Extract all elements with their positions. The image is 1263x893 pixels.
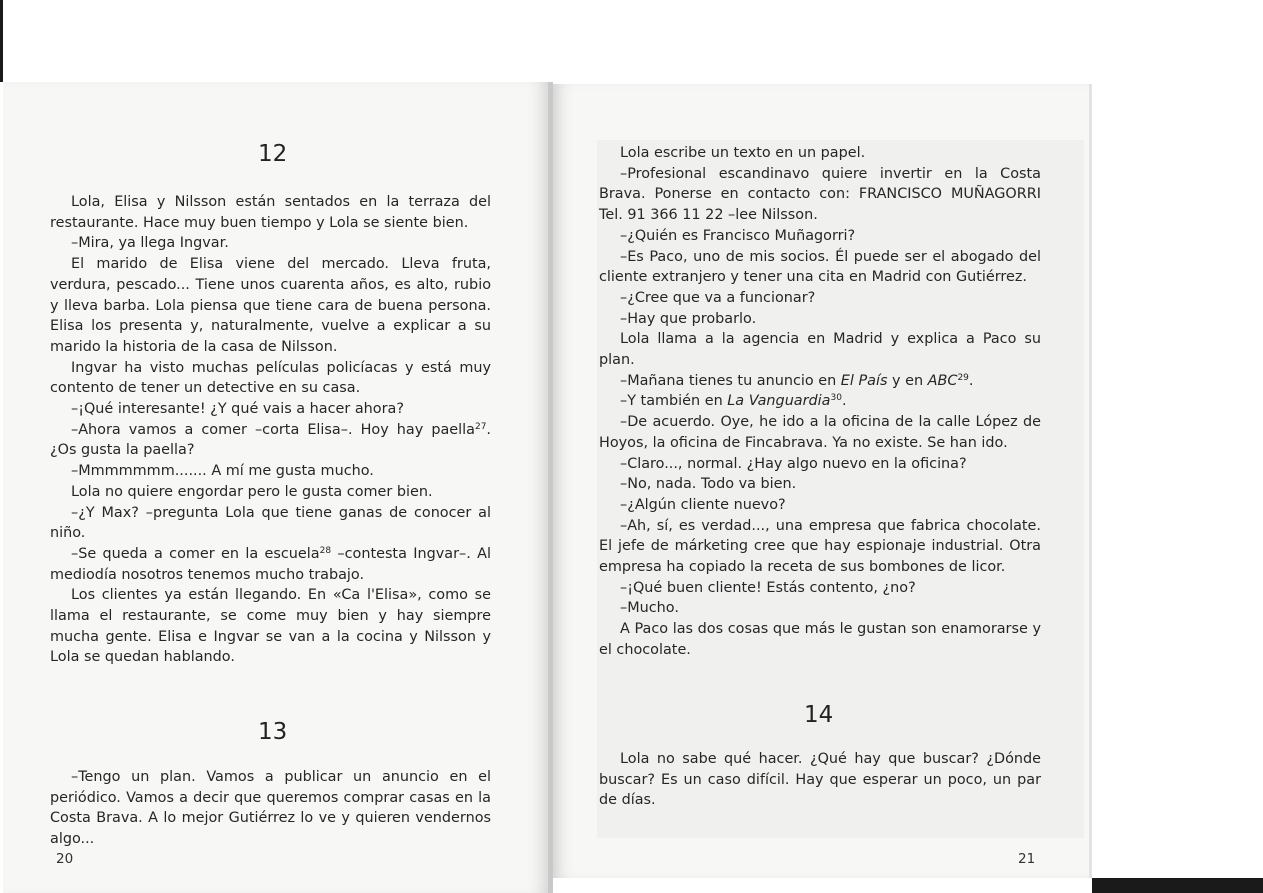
paragraph: Lola escribe un texto en un papel. bbox=[620, 145, 866, 161]
paragraph: –¿Cree que va a funcionar? bbox=[620, 289, 816, 306]
page-edge bbox=[1089, 84, 1092, 878]
paragraph: –Ah, sí, es verdad..., una empresa que fabrica chocolate. El jefe de márketing cree que hay espionaje industrial. Otra empresa ha copiado la receta de sus bombones de licor. bbox=[599, 517, 1041, 576]
paragraph: –No, nada. Todo va bien. bbox=[620, 476, 797, 493]
paragraph: –Mmmmmmm....... A mí me gusta mucho. bbox=[71, 463, 374, 480]
paragraph: –Es Paco, uno de mis socios. Él puede ser el abogado del cliente extranjero y tener una cita en Madrid con Gutiérrez. bbox=[599, 248, 1041, 286]
paragraph: –Claro..., normal. ¿Hay algo nuevo en la oficina? bbox=[620, 455, 967, 472]
paragraph: Ingvar ha visto muchas películas policíacas y está muy contento de tener un detective en su casa. bbox=[50, 359, 491, 397]
paragraph: –Mucho. bbox=[620, 600, 679, 617]
paragraph: Lola, Elisa y Nilsson están sentados en la terraza del restaurante. Hace muy buen tiempo y Lola se siente bien. bbox=[50, 194, 491, 231]
scanner-edge bbox=[1092, 878, 1263, 893]
chapter-13-title: 13 bbox=[258, 719, 288, 745]
paragraph: –¡Qué interesante! ¿Y qué vais a hacer ahora? bbox=[71, 401, 404, 418]
paragraph: Lola no quiere engordar pero le gusta comer bien. bbox=[71, 483, 433, 500]
chapter-14-text bbox=[599, 749, 1041, 811]
paragraph: –Mira, ya llega Ingvar. bbox=[71, 235, 229, 252]
right-page-text bbox=[599, 143, 1041, 661]
paragraph: –Se queda a comer en la escuela$^{28}$ –contesta Ingvar–. Al mediodía nosotros tenemos mucho trabajo. bbox=[50, 545, 491, 583]
paragraph: –Tengo un plan. Vamos a publicar un anuncio en el periódico. Vamos a decir que queremos comprar casas en la Costa Brava. A lo mejor Gutiérrez lo ve y quieren vendernos algo... bbox=[50, 769, 491, 848]
footnote-marker: 28 bbox=[319, 545, 332, 556]
page-number-right: 21 bbox=[1018, 851, 1036, 867]
paragraph: –Y también en La Vanguardia$^{30}$. bbox=[620, 393, 847, 410]
paragraph: –¿Y Max? –pregunta Lola que tiene ganas de conocer al niño. bbox=[50, 504, 491, 542]
paragraph: –¿Algún cliente nuevo? bbox=[620, 496, 786, 513]
paragraph: –Mañana tienes tu anuncio en El País y en ABC$^{29}$. bbox=[620, 372, 974, 389]
page-number-left: 20 bbox=[56, 851, 74, 867]
chapter-14-title: 14 bbox=[804, 702, 834, 728]
footnote-marker: 27 bbox=[474, 421, 487, 432]
paragraph: Los clientes ya están llegando. En «Ca l'Elisa», como se llama el restaurante, se come muy bien y hay siempre mucha gente. Elisa e Ingvar se van a la cocina y Nilsson y Lola se quedan hablando. bbox=[50, 587, 491, 666]
paragraph: –Hay que probarlo. bbox=[620, 310, 757, 327]
chapter-12-text bbox=[50, 192, 491, 668]
paragraph: Lola no sabe qué hacer. ¿Qué hay que buscar? ¿Dónde buscar? Es un caso difícil. Hay que esperar un poco, un par de días. bbox=[599, 751, 1041, 809]
footnote-marker: 29 bbox=[957, 372, 969, 383]
paragraph: A Paco las dos cosas que más le gustan son enamorarse y el chocolate. bbox=[599, 621, 1041, 658]
paragraph: –¿Quién es Francisco Muñagorri? bbox=[620, 227, 856, 244]
paragraph: –Profesional escandinavo quiere invertir en la Costa Brava. Ponerse en contacto con: FRANCISCO MUÑAGORRI Tel. 91 366 11 22 –lee Nilsson. bbox=[599, 165, 1041, 224]
paragraph: –¡Qué buen cliente! Estás contento, ¿no? bbox=[620, 579, 916, 596]
scanner-edge bbox=[0, 0, 3, 82]
paragraph: –Ahora vamos a comer –corta Elisa–. Hoy hay paella$^{27}$. ¿Os gusta la paella? bbox=[50, 421, 491, 459]
paragraph: El marido de Elisa viene del mercado. Lleva fruta, verdura, pescado... Tiene unos cuarenta años, es alto, rubio y lleva barba. Lola piensa que tiene cara de buena persona. Elisa los presenta y, naturalmente, vuelve a explicar a su marido la historia de la casa de Nilsson. bbox=[50, 256, 491, 355]
chapter-13-text bbox=[50, 767, 491, 850]
paragraph: Lola llama a la agencia en Madrid y explica a Paco su plan. bbox=[599, 331, 1041, 369]
chapter-12-title: 12 bbox=[258, 141, 288, 167]
paragraph: –De acuerdo. Oye, he ido a la oficina de la calle López de Hoyos, la oficina de Fincabrava. Ya no existe. Se han ido. bbox=[599, 414, 1041, 451]
footnote-marker: 30 bbox=[830, 393, 842, 404]
